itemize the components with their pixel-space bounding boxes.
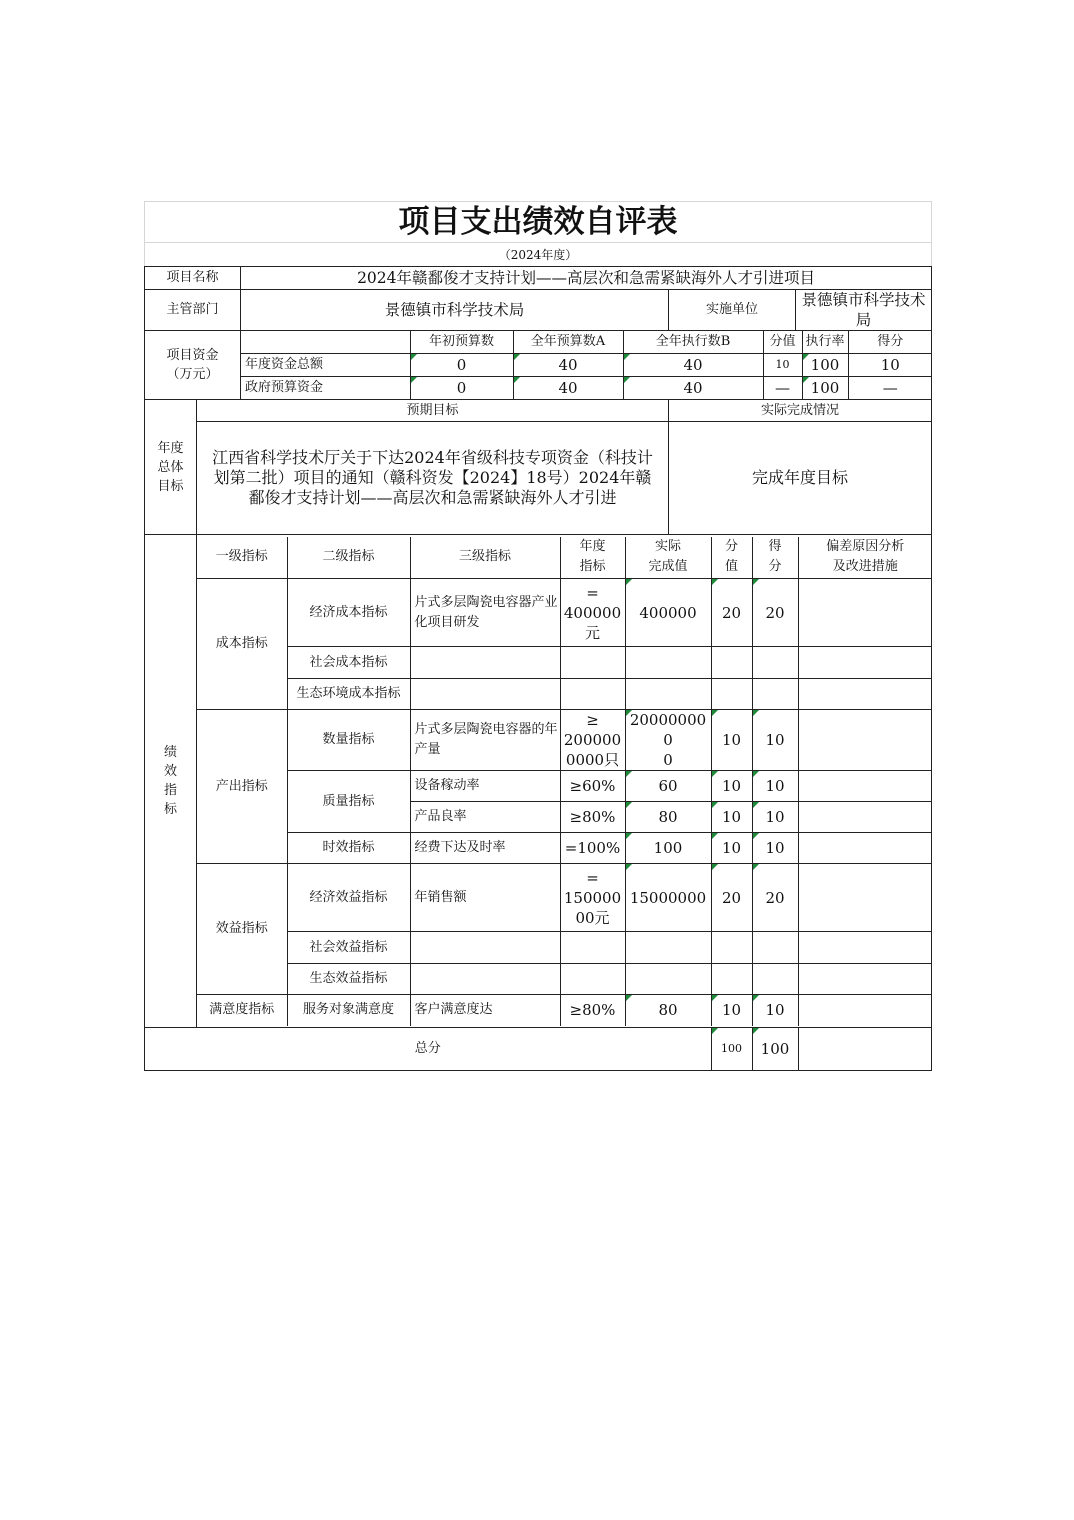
- benefit-l1: 效益指标: [197, 864, 287, 995]
- funds-row-name: 年度资金总额: [241, 354, 410, 377]
- note-output-q2: [798, 802, 932, 833]
- weight-cost-social: [711, 647, 752, 679]
- funds-initial-header: 年初预算数: [410, 331, 513, 354]
- weight-benefit-eco: [711, 964, 752, 995]
- impl-label: 实施单位: [669, 290, 796, 331]
- target-output-time: =100%: [560, 833, 625, 864]
- l3-output-qty: 片式多层陶瓷电容器的年产量: [410, 710, 560, 771]
- weight-satisfaction: 10: [711, 995, 752, 1026]
- funds-row-annual: 40: [513, 376, 623, 399]
- funds-annual-header: 全年预算数A: [513, 331, 623, 354]
- form-title: 项目支出绩效自评表: [145, 202, 932, 243]
- actual-output-q1: 60: [625, 771, 711, 802]
- l3-satisfaction: 客户满意度达: [410, 995, 560, 1026]
- l3-cost-eco: [410, 679, 560, 710]
- funds-row-rate: 100: [802, 376, 848, 399]
- form-table: [144, 201, 932, 1071]
- funds-row-exec: 40: [623, 376, 763, 399]
- cost-social-l2: 社会成本指标: [287, 647, 410, 679]
- note-benefit-social: [798, 932, 932, 964]
- weight-benefit-social: [711, 932, 752, 964]
- target-benefit-eco: [560, 964, 625, 995]
- target-satisfaction: ≥80%: [560, 995, 625, 1026]
- weight-output-time: 10: [711, 833, 752, 864]
- indicators-table: [197, 537, 932, 1026]
- dept-label: 主管部门: [145, 290, 241, 331]
- note-satisfaction: [798, 995, 932, 1026]
- score-output-q2: 10: [752, 802, 798, 833]
- actual-output-qty: 200000000 0: [625, 710, 711, 771]
- actual-output-time: 100: [625, 833, 711, 864]
- note-output-q1: [798, 771, 932, 802]
- target-benefit-econ: = 150000 00元: [560, 864, 625, 932]
- l3-benefit-eco: [410, 964, 560, 995]
- funds-row-rate: 100: [802, 354, 848, 377]
- weight-output-qty: 10: [711, 710, 752, 771]
- funds-row-weight: 10: [763, 354, 802, 377]
- l3-output-q1: 设备稼动率: [410, 771, 560, 802]
- score-cost-econ: 20: [752, 579, 798, 647]
- indicators-label: 绩 效 指 标: [145, 535, 197, 1028]
- actual-output-q2: 80: [625, 802, 711, 833]
- actual-cost-econ: 400000: [625, 579, 711, 647]
- actual-benefit-eco: [625, 964, 711, 995]
- project-name-value: 2024年赣鄱俊才支持计划——高层次和急需紧缺海外人才引进项目: [241, 267, 932, 290]
- total-table: [145, 1028, 932, 1070]
- note-benefit-econ: [798, 864, 932, 932]
- header-note: 偏差原因分析 及改进措施: [798, 537, 932, 579]
- goals-actual-header: 实际完成情况: [669, 400, 932, 422]
- note-cost-eco: [798, 679, 932, 710]
- score-benefit-social: [752, 932, 798, 964]
- weight-output-q2: 10: [711, 802, 752, 833]
- score-benefit-eco: [752, 964, 798, 995]
- header-weight: 分 值: [711, 537, 752, 579]
- satisfaction-l1: 满意度指标: [197, 995, 287, 1026]
- performance-form: [144, 201, 931, 1071]
- target-cost-eco: [560, 679, 625, 710]
- target-output-qty: ≥ 200000 0000只: [560, 710, 625, 771]
- weight-cost-eco: [711, 679, 752, 710]
- goals-expected-text: 江西省科学技术厅关于下达2024年省级科技专项资金（科技计划第二批）项目的通知（赣科资发【2024】18号）2024年赣鄱俊才支持计划——高层次和急需紧缺海外人才引进: [197, 422, 669, 535]
- note-benefit-eco: [798, 964, 932, 995]
- funds-row-initial: 0: [410, 376, 513, 399]
- cost-eco-l2: 生态环境成本指标: [287, 679, 410, 710]
- total-score: 100: [752, 1028, 798, 1070]
- score-benefit-econ: 20: [752, 864, 798, 932]
- funds-label: 项目资金 （万元）: [145, 331, 241, 400]
- note-output-qty: [798, 710, 932, 771]
- dept-value: 景德镇市科学技术局: [241, 290, 669, 331]
- funds-row-initial: 0: [410, 354, 513, 377]
- note-output-time: [798, 833, 932, 864]
- indicators-grid: [197, 535, 932, 1028]
- score-cost-social: [752, 647, 798, 679]
- score-satisfaction: 10: [752, 995, 798, 1026]
- l3-output-q2: 产品良率: [410, 802, 560, 833]
- goals-expected-header: 预期目标: [197, 400, 669, 422]
- funds-rate-header: 执行率: [802, 331, 848, 354]
- goals-label: 年度 总体 目标: [145, 400, 197, 535]
- l3-cost-social: [410, 647, 560, 679]
- actual-benefit-social: [625, 932, 711, 964]
- weight-benefit-econ: 20: [711, 864, 752, 932]
- form-year: （2024年度）: [145, 243, 932, 267]
- header-actual: 实际 完成值: [625, 537, 711, 579]
- score-output-qty: 10: [752, 710, 798, 771]
- funds-row-name: 政府预算资金: [241, 376, 410, 399]
- output-qty-l2: 数量指标: [287, 710, 410, 771]
- l3-output-time: 经费下达及时率: [410, 833, 560, 864]
- header-l3: 三级指标: [410, 537, 560, 579]
- score-cost-eco: [752, 679, 798, 710]
- output-quality-l2: 质量指标: [287, 771, 410, 833]
- total-grid: [145, 1028, 932, 1071]
- output-l1: 产出指标: [197, 710, 287, 864]
- l3-benefit-econ: 年销售额: [410, 864, 560, 932]
- actual-benefit-econ: 15000000: [625, 864, 711, 932]
- target-output-q2: ≥80%: [560, 802, 625, 833]
- funds-exec-header: 全年执行数B: [623, 331, 763, 354]
- benefit-eco-l2: 生态效益指标: [287, 964, 410, 995]
- total-label: 总分: [145, 1028, 711, 1070]
- actual-satisfaction: 80: [625, 995, 711, 1026]
- weight-cost-econ: 20: [711, 579, 752, 647]
- score-output-time: 10: [752, 833, 798, 864]
- funds-grid: [241, 331, 932, 400]
- note-cost-social: [798, 647, 932, 679]
- output-time-l2: 时效指标: [287, 833, 410, 864]
- cost-l1: 成本指标: [197, 579, 287, 710]
- benefit-econ-l2: 经济效益指标: [287, 864, 410, 932]
- header-l1: 一级指标: [197, 537, 287, 579]
- score-output-q1: 10: [752, 771, 798, 802]
- target-cost-social: [560, 647, 625, 679]
- funds-row-exec: 40: [623, 354, 763, 377]
- goals-actual-text: 完成年度目标: [669, 422, 932, 535]
- header-score: 得 分: [752, 537, 798, 579]
- funds-score-header: 得分: [848, 331, 932, 354]
- funds-row-weight: —: [763, 376, 802, 399]
- l3-benefit-social: [410, 932, 560, 964]
- target-output-q1: ≥60%: [560, 771, 625, 802]
- funds-row-score: 10: [848, 354, 932, 377]
- l3-cost-econ: 片式多层陶瓷电容器产业化项目研发: [410, 579, 560, 647]
- project-name-label: 项目名称: [145, 267, 241, 290]
- weight-output-q1: 10: [711, 771, 752, 802]
- impl-value: 景德镇市科学技术局: [796, 290, 932, 331]
- cost-econ-l2: 经济成本指标: [287, 579, 410, 647]
- note-cost-econ: [798, 579, 932, 647]
- satisfaction-l2: 服务对象满意度: [287, 995, 410, 1026]
- funds-weight-header: 分值: [763, 331, 802, 354]
- funds-blank-header: [241, 331, 410, 354]
- header-l2: 二级指标: [287, 537, 410, 579]
- funds-row-score: —: [882, 378, 898, 397]
- funds-table: [241, 331, 932, 399]
- total-weight: 100: [711, 1028, 752, 1070]
- header-target: 年度 指标: [560, 537, 625, 579]
- funds-row-annual: 40: [513, 354, 623, 377]
- actual-cost-eco: [625, 679, 711, 710]
- total-note: [798, 1028, 932, 1070]
- target-benefit-social: [560, 932, 625, 964]
- actual-cost-social: [625, 647, 711, 679]
- benefit-social-l2: 社会效益指标: [287, 932, 410, 964]
- target-cost-econ: = 400000 元: [560, 579, 625, 647]
